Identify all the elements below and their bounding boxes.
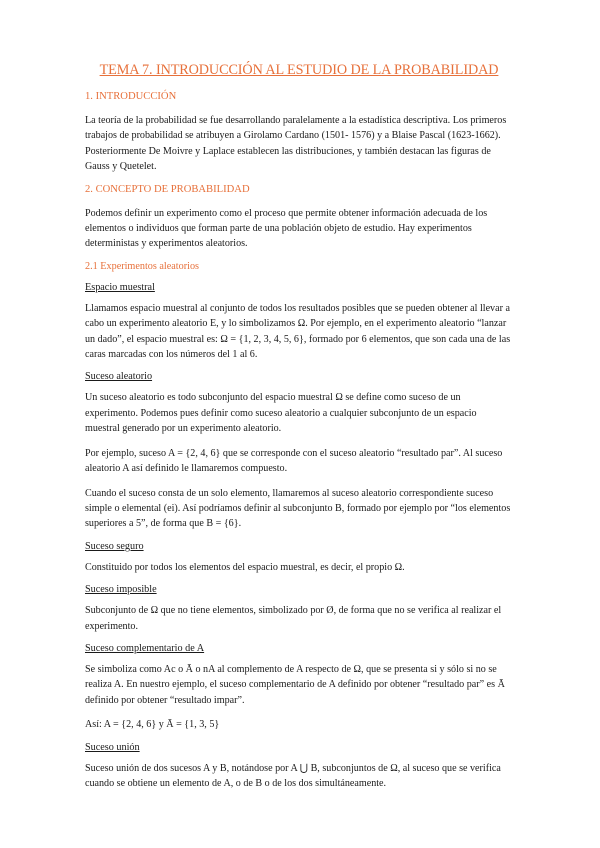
paragraph-introduccion: La teoría de la probabilidad se fue desarrollando paralelamente a la estadística descriptiva. Los primeros trabajos de probabilidad se atribuyen a Girolamo Cardano (1501- 1576) y a Blaise Pascal (1623-1662). Posteriormente De Moivre y Laplace establecen las distribuciones, y también destacan las figuras de Gauss y Quetelet. — [85, 115, 507, 173]
heading-concepto-probabilidad: 2. CONCEPTO DE PROBABILIDAD — [85, 183, 250, 195]
heading-suceso-union: Suceso unión — [85, 741, 140, 753]
heading-espacio-muestral: Espacio muestral — [85, 281, 155, 293]
paragraph-suceso-aleatorio-1: Un suceso aleatorio es todo subconjunto del espacio muestral Ω se define como suceso de un experimento. Podemos pues definir como suceso aleatorio a cualquier subconjunto de un espacio muestral generado por un experimento aleatorio. — [85, 392, 477, 435]
paragraph-espacio-muestral: Llamamos espacio muestral al conjunto de todos los resultados posibles que se pueden obtener al llevar a cabo un experimento aleatorio E, y lo simbolizamos Ω. Por ejemplo, en el experimento aleatorio “lanzar un dado”, el espacio muestral es: Ω = {1, 2, 3, 4, 5, 6}, formado por 6 elementos, que son cada una de las caras marcadas con los números del 1 al 6. — [85, 302, 511, 361]
paragraph-suceso-imposible: Subconjunto de Ω que no tiene elementos, simbolizado por Ø, de forma que no se verifica al realizar el experimento. — [85, 605, 502, 632]
paragraph-suceso-union: Suceso unión de dos sucesos A y B, notándose por A ⋃ B, subconjuntos de Ω, al suceso que se verifica cuando se obtiene un elemento de A, o de B o de los dos simultáneamente. — [85, 762, 501, 789]
paragraph-suceso-complementario-2: Así: A = {2, 4, 6} y Ā = {1, 3, 5} — [85, 719, 220, 731]
paragraph-suceso-seguro: Constituido por todos los elementos del espacio muestral, es decir, el propio Ω. — [85, 561, 405, 573]
document-page — [85, 62, 513, 800]
heading-introduccion: 1. INTRODUCCIÓN — [85, 91, 177, 102]
heading-suceso-aleatorio: Suceso aleatorio — [85, 371, 153, 383]
heading-suceso-seguro: Suceso seguro — [85, 540, 144, 552]
heading-suceso-imposible: Suceso imposible — [85, 584, 157, 596]
paragraph-concepto: Podemos definir un experimento como el proceso que permite obtener información adecuada de los elementos o individuos que forman parte de una población objeto de estudio. Hay experimentos deterministas y experimentos aleatorios. — [85, 207, 488, 250]
heading-suceso-complementario: Suceso complementario de A — [85, 642, 205, 654]
paragraph-suceso-aleatorio-3: Cuando el suceso consta de un solo elemento, llamaremos al suceso aleatorio correspondiente suceso simple o elemental (ei). Así podríamos definir al subconjunto B, formado por ejemplo por “los elementos superiores a 5”, de forma que B = {6}. — [85, 487, 511, 530]
paragraph-suceso-complementario-1: Se simboliza como Ac o Ā o nA al complemento de A respecto de Ω, que se presenta si y sólo si no se realiza A. En nuestro ejemplo, el suceso complementario de A definido por obtener “resultado par” es Ā definido por obtener “resultado impar”. — [85, 663, 505, 706]
heading-experimentos-aleatorios: 2.1 Experimentos aleatorios — [85, 260, 200, 272]
paragraph-suceso-aleatorio-2: Por ejemplo, suceso A = {2, 4, 6} que se corresponde con el suceso aleatorio “resultado par”. Al suceso aleatorio A así definido le llamaremos compuesto. — [85, 447, 503, 475]
document-title: TEMA 7. INTRODUCCIÓN AL ESTUDIO DE LA PROBABILIDAD — [99, 62, 499, 78]
